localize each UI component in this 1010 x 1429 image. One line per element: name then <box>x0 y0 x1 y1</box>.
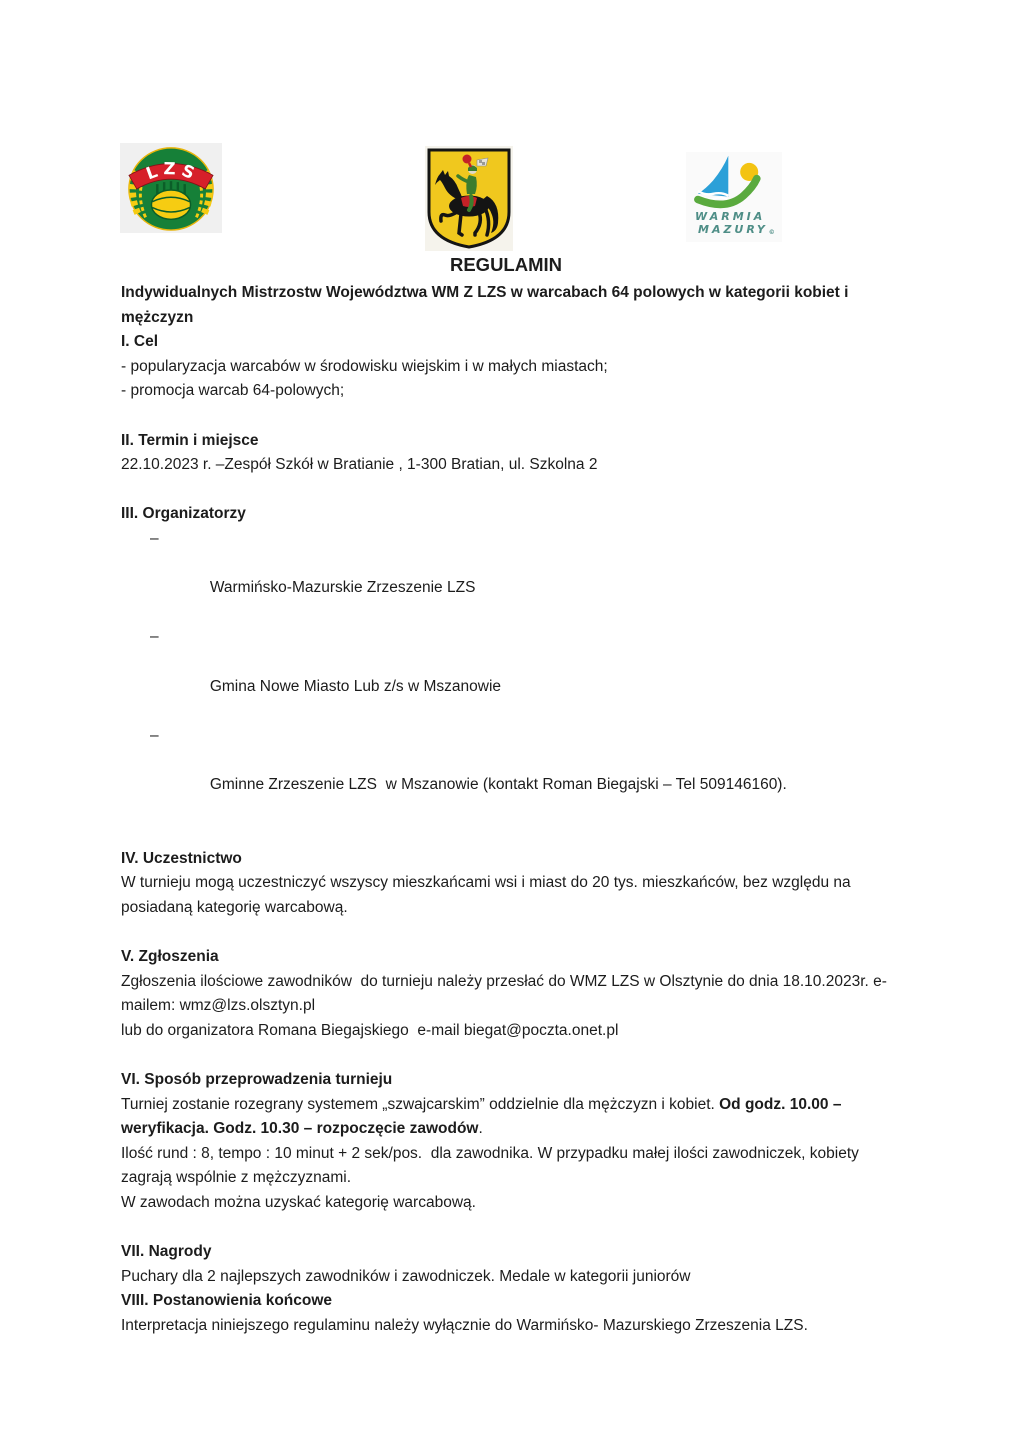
intro-bold-text: Od godz. 10.00 – weryfikacja. Godz. 10.30 – rozpoczęcie zawodów <box>121 1095 846 1138</box>
paragraph <box>121 1093 891 1142</box>
paragraph: Ilość rund : 8, tempo : 10 minut + 2 sek/pos. dla zawodnika. W przypadku małej ilości zawodniczek, kobiety zagrają wspólnie z mężczyznami. <box>121 1144 864 1187</box>
document-body <box>121 252 891 1339</box>
section-organizatorzy <box>121 502 891 822</box>
section-sposob <box>121 1068 891 1216</box>
sail-icon <box>698 156 728 197</box>
paragraph: Zgłoszenia ilościowe zawodników do turnieju należy przesłać do WMZ LZS w Olsztynie do dnia 18.10.2023r. e-mailem: wmz@lzs.olsztyn.pl <box>121 972 887 1015</box>
section-postanowienia <box>121 1289 891 1338</box>
section-cel <box>121 330 891 404</box>
dash-bullet-icon: – <box>150 628 159 646</box>
paragraph: Interpretacja niniejszego regulaminu należy wyłącznie do Warmińsko- Mazurskiego Zrzeszenia LZS. <box>121 1316 808 1334</box>
section-heading: VI. Sposób przeprowadzenia turnieju <box>121 1071 393 1088</box>
warmia-mazury-graphic <box>686 152 782 209</box>
warmia-mazury-wordmark <box>686 210 782 239</box>
lzs-logo <box>120 143 222 233</box>
section-heading: II. Termin i miejsce <box>121 431 259 449</box>
paragraph: - popularyzacja warcabów w środowisku wiejskim i w małych miastach; <box>121 357 608 375</box>
lzs-logo-graphic <box>120 143 222 233</box>
document-subtitle: Indywidualnych Mistrzostw Województwa WM Z LZS w warcabach 64 polowych w kategorii kobiet i mężczyzn <box>121 284 853 326</box>
bratian-coat-of-arms <box>425 146 513 251</box>
paragraph: W zawodach można uzyskać kategorię warcabową. <box>121 1193 476 1211</box>
section-zgloszenia <box>121 945 891 1043</box>
section-heading: V. Zgłoszenia <box>121 948 219 966</box>
list-item-label: Gmina Nowe Miasto Lub z/s w Mszanowie <box>209 677 502 695</box>
copyright-mark: © <box>768 229 775 236</box>
section-heading: VIII. Postanowienia końcowe <box>121 1292 333 1310</box>
paragraph: W turnieju mogą uczestniczyć wszyscy mieszkańcami wsi i miast do 20 tys. mieszkańców, bez względu na posiadaną kategorię warcabową. <box>121 874 855 916</box>
saddle <box>461 196 477 207</box>
section-nagrody <box>121 1240 891 1289</box>
mazury-text: MAZURY© <box>698 223 775 236</box>
warmia-text: WARMIA <box>695 210 766 223</box>
section-heading: III. Organizatorzy <box>121 505 246 523</box>
warmia-mazury-logo <box>686 152 782 242</box>
paragraph: 22.10.2023 r. –Zespół Szkół w Bratianie , 1-300 Bratian, ul. Szkolna 2 <box>121 456 598 474</box>
page-title: REGULAMIN <box>449 254 563 275</box>
intro-text: Turniej zostanie rozegrany systemem „szwajcarskim” oddzielnie dla mężczyzn i kobiet. <box>121 1095 720 1113</box>
section-heading: I. Cel <box>121 333 159 351</box>
list-item-label: Gminne Zrzeszenie LZS w Mszanowie (kontakt Roman Biegajski – Tel 509146160). <box>209 775 787 793</box>
paragraph: lub do organizatora Romana Biegajskiego e-mail biegat@poczta.onet.pl <box>121 1021 619 1039</box>
dash-bullet-icon: – <box>150 726 159 744</box>
list-item <box>121 625 891 723</box>
dash-bullet-icon: – <box>150 529 159 547</box>
lzs-logo-text: LZS <box>143 159 202 185</box>
section-uczestnictwo <box>121 847 891 921</box>
list-item-label: Warmińsko-Mazurskie Zrzeszenie LZS <box>209 579 476 597</box>
paragraph: - promocja warcab 64-polowych; <box>121 382 345 400</box>
list-item <box>121 527 891 625</box>
section-heading: IV. Uczestnictwo <box>121 849 242 867</box>
coat-of-arms-graphic <box>425 146 513 251</box>
intro-tail-text: . <box>478 1120 483 1138</box>
section-heading: VII. Nagrody <box>121 1243 212 1261</box>
list-item <box>121 724 891 822</box>
section-termin <box>121 429 891 478</box>
paragraph: Puchary dla 2 najlepszych zawodników i zawodniczek. Medale w kategorii juniorów <box>121 1267 691 1285</box>
